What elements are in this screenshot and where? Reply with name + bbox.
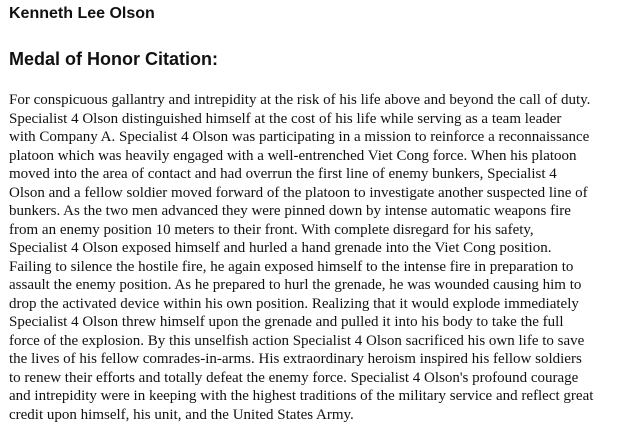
citation-line: with Company A. Specialist 4 Olson was participating in a mission to reinforce a reconnaissance <box>9 129 590 145</box>
citation-line: moved into the area of contact and had overrun the first line of enemy bunkers, Specialist 4 <box>9 166 557 182</box>
citation-line: Olson and a fellow soldier moved forward of the platoon to investigate another suspected line of <box>9 184 588 201</box>
citation-line: For conspicuous gallantry and intrepidity at the risk of his life above and beyond the call of duty. <box>9 92 591 108</box>
citation-line: from an enemy position 10 meters to their front. With complete disregard for his safety, <box>9 221 534 238</box>
citation-line: the lives of his fellow comrades-in-arms. His extraordinary heroism inspired his fellow soldiers <box>9 351 582 367</box>
citation-line: assault the enemy position. As he prepared to hurl the grenade, he was wounded causing him to <box>9 277 582 293</box>
citation-line: credit upon himself, his unit, and the United States Army. <box>9 406 354 423</box>
citation-line: to renew their efforts and totally defeat the enemy force. Specialist 4 Olson's profound courage <box>9 369 579 386</box>
citation-line: Failing to silence the hostile fire, he again exposed himself to the intense fire in preparation to <box>9 258 574 275</box>
citation-line: bunkers. As the two men advanced they were pinned down by intense automatic weapons fire <box>9 203 571 219</box>
citation-line: Specialist 4 Olson threw himself upon the grenade and pulled it into his body to take the full <box>9 314 564 330</box>
citation-line: Specialist 4 Olson distinguished himself at the cost of his life while serving as a team leader <box>9 110 562 127</box>
citation-line: platoon which was heavily engaged with a well-entrenched Viet Cong force. When his platoon <box>9 147 577 164</box>
citation-heading: Medal of Honor Citation: <box>9 49 218 69</box>
citation-line: Specialist 4 Olson exposed himself and hurled a hand grenade into the Viet Cong position. <box>9 240 552 256</box>
citation-line: and intrepidity were in keeping with the highest traditions of the military service and reflect great <box>9 388 594 404</box>
recipient-name: Kenneth Lee Olson <box>9 5 155 22</box>
citation-line: force of the explosion. By this unselfish action Specialist 4 Olson sacrificed his own life to save <box>9 332 585 349</box>
citation-line: drop the activated device within his own position. Realizing that it would explode immediately <box>9 295 579 312</box>
citation-body <box>9 91 639 424</box>
